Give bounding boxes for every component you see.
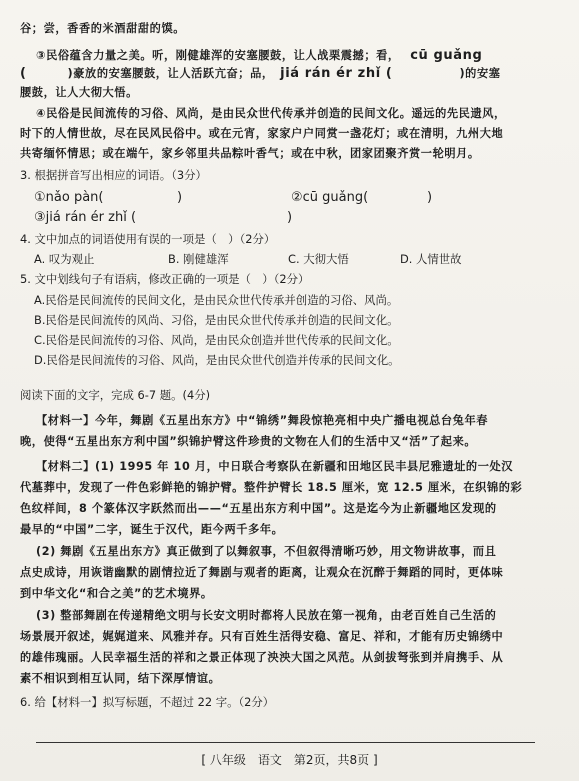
- material-2-line: 最早的“中国”二字，诞生于汉代，距今两千多年。: [20, 523, 284, 536]
- blank-close: ): [427, 190, 433, 205]
- passage-text: 或在元宵，家家户户同赏一盏花灯；或在清明，九州大地: [208, 127, 504, 140]
- paragraph-2-line: 到中华文化“和合之美”的艺术境界。: [20, 587, 213, 600]
- option-b[interactable]: B.民俗是民间流传的风尚、习俗，是由民众世代传承并创造的民间文化。: [34, 314, 399, 327]
- question-6-stem: 6. 给【材料一】拟写标题，不超过 22 字。（2分）: [20, 696, 275, 709]
- underlined-sentence: 民俗是民间流传的习俗、风尚，是由民众世代传承并创造的民间文化: [46, 107, 400, 120]
- footer-divider: [36, 742, 535, 743]
- pinyin-item-3: ③jiá rán ér zhǐ (: [34, 210, 137, 225]
- question-3-stem: 3. 根据拼音写出相应的词语。（3分）: [20, 169, 207, 182]
- pinyin-cu-guang: cū guǎng: [410, 48, 483, 63]
- material-1-line: 【材料一】今年，舞剧《五星出东方》中“锦绣”舞段惊艳亮相中央广播电视总台兔年春: [36, 414, 489, 427]
- passage-text: 时下的人情世故，尽在民风民俗中。: [20, 127, 209, 140]
- passage-line: [36, 48, 561, 64]
- option-a[interactable]: A. 叹为观止: [34, 253, 95, 266]
- passage-line: [36, 107, 561, 120]
- paragraph-3-line: 场景展开叙述，娓娓道来、风雅并存。只有百姓生活得安稳、富足、祥和，才能有历史锦绣中: [20, 630, 504, 643]
- material-2-line: 【材料二】(1) 1995 年 10 月，中日联合考察队在新疆和田地区民丰县尼雅遗址的一处汉: [36, 460, 514, 473]
- option-c[interactable]: C. 大彻大悟: [288, 253, 349, 266]
- material-2-line: 代墓葬中，发现了一件色彩鲜艳的锦护臂。整件护臂长 18.5 厘米，宽 12.5 厘米，在织锦的彩: [20, 481, 523, 494]
- option-a[interactable]: A.民俗是民间流传的民间文化，是由民众世代传承并创造的习俗、风尚。: [34, 294, 399, 307]
- page-footer: [ 八年级 语文 第2页，共8页 ]: [201, 753, 378, 767]
- passage-line: 共寄缅怀情思；或在端午，家乡邻里共品粽叶香气；或在中秋，团家团聚齐赏一轮明月。: [20, 147, 480, 160]
- question-3-items-row1: [34, 190, 561, 206]
- blank-close: ): [177, 190, 183, 205]
- passage-line: 谷；尝，香香的米酒甜甜的馍。: [20, 22, 186, 35]
- question-5-stem: 5. 文中划线句子有语病，修改正确的一项是（ ）（2分）: [20, 273, 310, 286]
- question-3-items-row2: [34, 210, 561, 226]
- material-1-line: 晚，使得“五星出东方利中国”织锦护臂这件珍贵的文物在人们的生活中又“活”了起来。: [20, 435, 477, 448]
- passage-text: ④: [36, 107, 47, 120]
- passage-text: 。遥远的先民遗风，: [399, 107, 506, 120]
- reading-intro: 阅读下面的文字，完成 6-7 题。(4分): [20, 389, 211, 402]
- passage-line: [20, 127, 561, 140]
- passage-line: [20, 66, 561, 82]
- passage-text: )的安塞: [459, 67, 501, 80]
- passage-text: )豪放的安塞腰鼓，让人活跃亢奋；品，: [67, 67, 274, 80]
- paragraph-3-line: 素不相识到相互认同，结下深厚情谊。: [20, 672, 221, 685]
- paragraph-2-line: (2) 舞剧《五星出东方》真正做到了以舞叙事，不但叙得清晰巧妙，用文物讲故事，而且: [36, 545, 497, 558]
- paragraph-3-line: 的雄伟瑰丽。人民幸福生活的祥和之景正体现了泱泱大国之风范。从剑拔弩张到并肩携手、从: [20, 651, 504, 664]
- blank-close: ): [287, 210, 293, 225]
- passage-text: 腰鼓，让人大彻大悟。: [20, 86, 138, 99]
- passage-text: ③民俗蕴含力量之美。听，刚健雄浑的安塞腰鼓，让人战栗震撼；看，: [36, 49, 400, 62]
- blank-open: (: [20, 66, 27, 81]
- passage-line: [20, 86, 561, 99]
- pinyin-item-1: ①nǎo pàn(: [34, 190, 104, 205]
- answer-area[interactable]: [36, 716, 526, 736]
- option-d[interactable]: D.民俗是民间流传的习俗、风尚，是由民众世代创造并传承的民间文化。: [34, 354, 400, 367]
- option-c[interactable]: C.民俗是民间流传的习俗、风尚，是由民众创造并世代传承的民间文化。: [34, 334, 399, 347]
- pinyin-item-2: ②cū guǎng(: [291, 190, 369, 205]
- question-4-options: [34, 253, 561, 267]
- pinyin-jia-ran-er-zhi: jiá rán ér zhǐ (: [280, 66, 393, 81]
- option-b[interactable]: B. 刚健雄浑: [168, 253, 229, 266]
- option-d[interactable]: D. 人情世故: [400, 253, 462, 266]
- material-2-line: 色纹样间，8 个篆体汉字跃然而出——“五星出东方利中国”。这是迄今为止新疆地区发现的: [20, 502, 497, 515]
- paragraph-2-line: 点史成诗，用诙谐幽默的剧情拉近了舞剧与观者的距离，让观众在沉醉于舞蹈的同时，更体味: [20, 566, 504, 579]
- paragraph-3-line: (3) 整部舞剧在传递精绝文明与长安文明时都将人民放在第一视角，由老百姓自己生活的: [36, 609, 497, 622]
- question-4-stem: 4. 文中加点的词语使用有误的一项是（ ）（2分）: [20, 233, 276, 246]
